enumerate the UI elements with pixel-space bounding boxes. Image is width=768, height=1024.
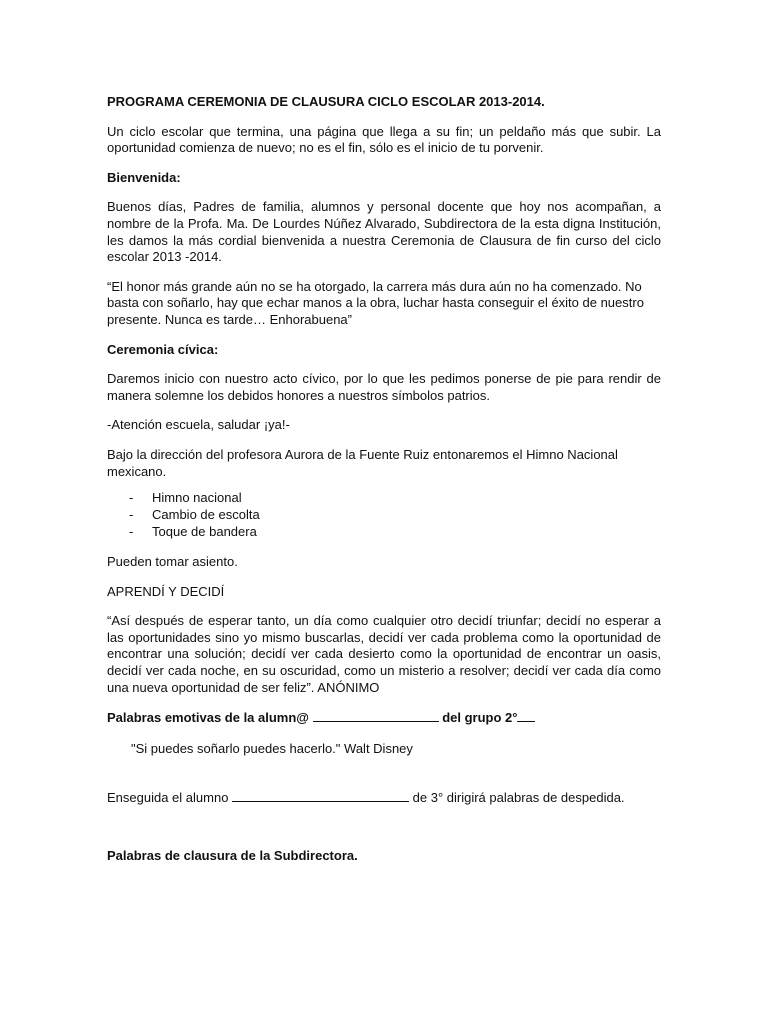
clausura-heading: Palabras de clausura de la Subdirectora.: [107, 848, 358, 864]
disney-quote: "Si puedes soñarlo puedes hacerlo." Walt Disney: [131, 740, 413, 756]
civica-command: -Atención escuela, saludar ¡ya!-: [107, 417, 290, 433]
bienvenida-paragraph: Buenos días, Padres de familia, alumnos y personal docente que hoy nos acompañan, a nombre de la Profa. Ma. De Lourdes Núñez Alvarado, Subdirectora de la esta digna Institución, les damos la más cordial bienvenida a nuestra Ceremonia de Clausura de fin curso del ciclo escolar 2013 -2014.: [107, 199, 661, 265]
list-item-label: Toque de bandera: [152, 524, 257, 540]
despedida-after: de 3° dirigirá palabras de despedida.: [409, 790, 625, 806]
alumna-name-blank: [313, 709, 439, 722]
list-item: [107, 490, 661, 507]
emotivas-label: Palabras emotivas de la alumn@: [107, 710, 313, 726]
poema-paragraph: “Así después de esperar tanto, un día como cualquier otro decidí triunfar; decidí no esperar a las oportunidades sino yo mismo buscarlas, decidí ver cada problema como la oportunidad de encontrar una solución; decidí ver cada desierto como la oportunidad de encontrar un oasis, decidí ver cada noche, en su oscuridad, como un misterio a resolver; decidí ver cada día como una nueva oportunidad de ser feliz”. ANÓNIMO: [107, 613, 661, 695]
emotivas-grupo-label: del grupo 2°: [438, 710, 518, 726]
himno-paragraph: Bajo la dirección del profesora Aurora de la Fuente Ruiz entonaremos el Himno Nacional mexicano.: [107, 446, 618, 479]
document-page: [107, 94, 661, 865]
bienvenida-quote: “El honor más grande aún no se ha otorgado, la carrera más dura aún no ha comenzado. No basta con soñarlo, hay que echar manos a la obra, luchar hasta conseguir el éxito de nuestro presente. Nunca es tarde… Enhorabuena”: [107, 278, 644, 327]
despedida-line: [107, 789, 661, 807]
list-dash: -: [129, 507, 134, 523]
list-item-label: Cambio de escolta: [152, 507, 260, 523]
asiento-text: Pueden tomar asiento.: [107, 554, 238, 570]
bienvenida-heading: Bienvenida:: [107, 169, 181, 185]
honores-list: [107, 490, 661, 541]
despedida-before: Enseguida el alumno: [107, 790, 233, 806]
alumno-name-blank: [232, 789, 409, 802]
list-dash: -: [129, 524, 134, 540]
list-item: [107, 507, 661, 524]
grupo-blank: [517, 709, 535, 722]
civica-paragraph: Daremos inicio con nuestro acto cívico, por lo que les pedimos ponerse de pie para rendir de manera solemne los debidos honores a nuestros símbolos patrios.: [107, 371, 661, 403]
list-dash: -: [129, 490, 134, 506]
document-title: PROGRAMA CEREMONIA DE CLAUSURA CICLO ESCOLAR 2013-2014.: [107, 94, 545, 109]
intro-paragraph: Un ciclo escolar que termina, una página que llega a su fin; un peldaño más que subir. La oportunidad comienza de nuevo; no es el fin, sólo es el inicio de tu porvenir.: [107, 123, 661, 156]
emotivas-line: [107, 709, 661, 727]
poema-title: APRENDÍ Y DECIDÍ: [107, 583, 225, 599]
list-item: [107, 524, 661, 541]
list-item-label: Himno nacional: [152, 490, 242, 506]
civica-heading: Ceremonia cívica:: [107, 341, 219, 357]
